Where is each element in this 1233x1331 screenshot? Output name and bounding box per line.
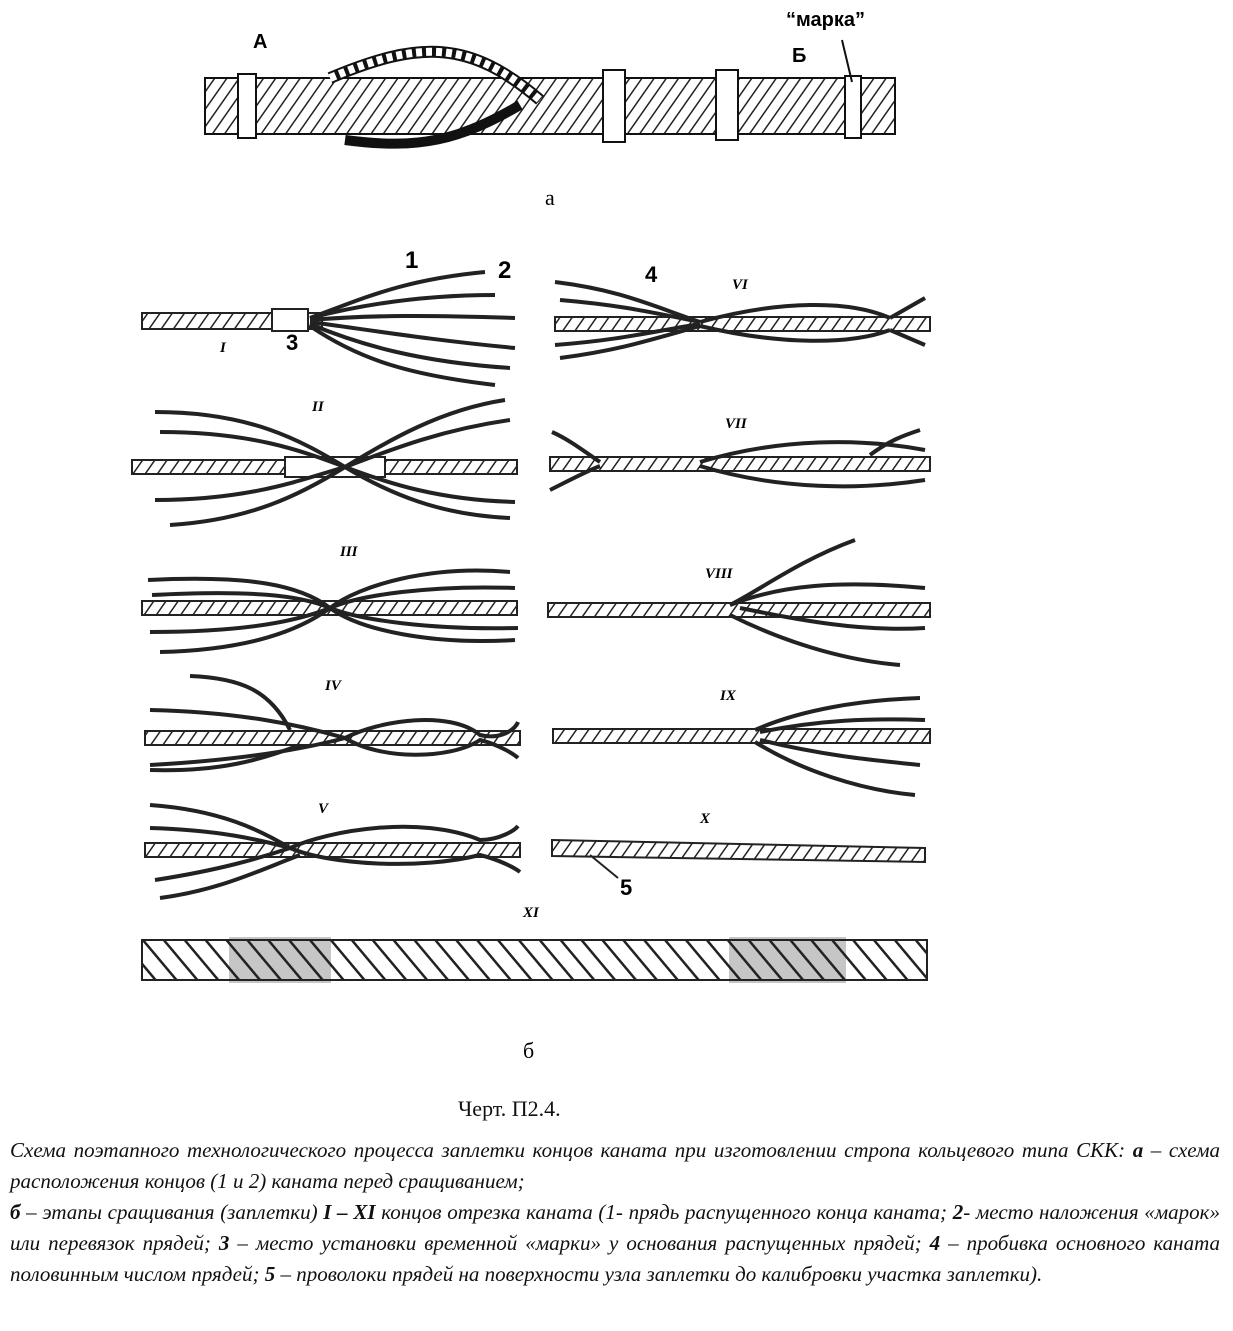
stage-label-6: VI: [732, 277, 748, 293]
stage-10: [552, 840, 925, 878]
stage-label-7: VII: [725, 416, 747, 432]
stage-label-8: VIII: [705, 566, 733, 582]
stage-2: [132, 400, 517, 525]
stage-9: [553, 698, 930, 795]
stage-label-10: X: [700, 811, 711, 827]
stage-1-roman: I: [220, 340, 226, 356]
stage-1: [142, 272, 515, 385]
stage-label-4: IV: [325, 678, 341, 694]
stage-5: [145, 805, 520, 898]
stage-label-3: III: [340, 544, 358, 560]
stage-label-2: II: [312, 399, 324, 415]
label-a: А: [253, 31, 268, 53]
stage-label-9: IX: [720, 688, 736, 704]
stage-6: [555, 282, 930, 358]
stage-3: [142, 571, 518, 652]
label-b: Б: [792, 45, 807, 67]
callout-2: 2: [498, 257, 512, 284]
sub-caption-b: б: [523, 1038, 535, 1063]
caption-title: Черт. П2.4.: [458, 1096, 561, 1121]
callout-3: 3: [286, 330, 299, 355]
stage-8: [548, 540, 930, 665]
figure-caption: Схема поэтапного технологического процесса заплетки концов каната при изготовлении стропа кольцевого типа СКК: а – схема расположения концов (1 и 2) каната перед сращиванием; б – этапы сращивания (заплетки) I – XI концов отрезка каната (1- прядь распущенного конца каната; 2- место наложения «марок» или перевязок прядей; 3 – место установки временной «марки» у основания распущенных прядей; 4 – пробивка основного каната половинным числом прядей; 5 – проволоки прядей на поверхности узла заплетки до калибровки участка заплетки).: [10, 1138, 1220, 1286]
stage-label-5: V: [318, 801, 329, 817]
callout-4: 4: [645, 262, 658, 287]
marka-label: “марка”: [786, 9, 866, 31]
callout-1: 1: [405, 247, 419, 274]
stage-7: [550, 430, 930, 490]
sub-caption-a: а: [545, 185, 555, 210]
callout-5: 5: [620, 875, 633, 900]
stage-label-11: XI: [523, 905, 539, 921]
stage-11: [142, 938, 927, 982]
